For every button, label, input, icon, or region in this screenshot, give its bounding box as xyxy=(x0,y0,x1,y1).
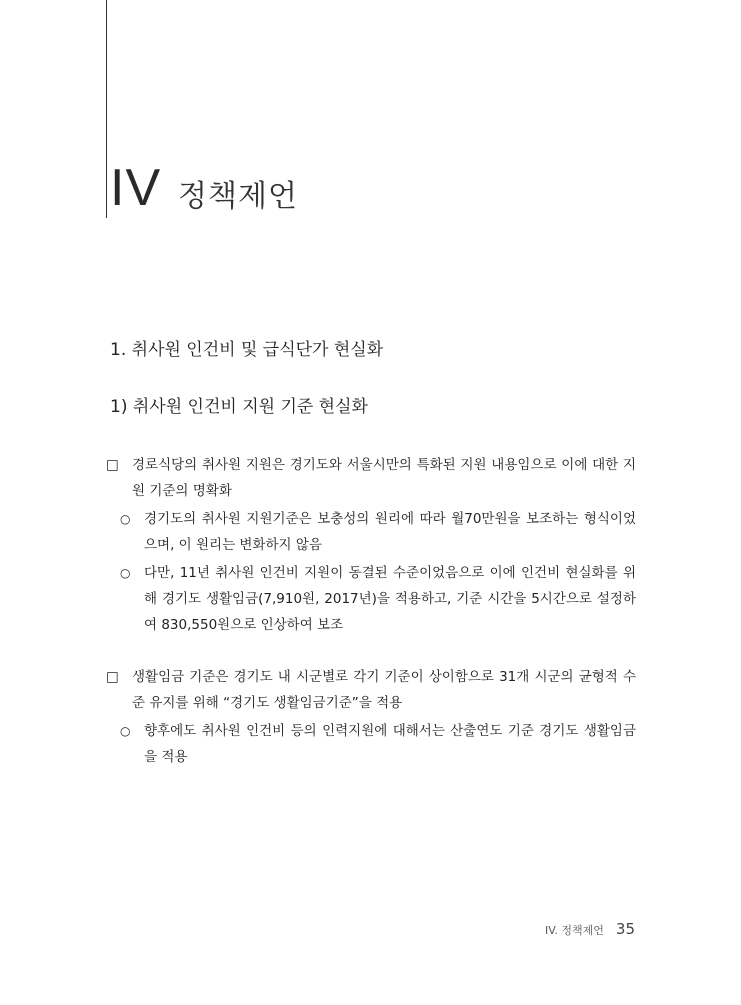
bullet-item xyxy=(106,664,636,716)
sub-bullet-text: 경기도의 취사원 지원기준은 보충성의 원리에 따라 월70만원을 보조하는 형식이었으며, 이 원리는 변화하지 않음 xyxy=(144,511,636,553)
circle-bullet-icon: ○ xyxy=(120,724,131,738)
bullet-text: 경로식당의 취사원 지원은 경기도와 서울시만의 특화된 지원 내용임으로 이에 대한 지원 기준의 명확화 xyxy=(132,457,636,499)
sub-bullet-item xyxy=(106,560,636,638)
running-title: IV. 정책제언 xyxy=(545,924,604,937)
sub-bullet-item xyxy=(106,718,636,770)
subsection-heading: 1) 취사원 인건비 지원 기준 현실화 xyxy=(110,397,368,417)
square-bullet-icon: □ xyxy=(106,669,119,685)
bullet-block-1 xyxy=(106,452,636,638)
bullet-item xyxy=(106,452,636,504)
circle-bullet-icon: ○ xyxy=(120,566,131,580)
bullet-block-2 xyxy=(106,664,636,770)
chapter-vertical-rule xyxy=(106,0,107,218)
chapter-title: 정책제언 xyxy=(178,179,298,214)
circle-bullet-icon: ○ xyxy=(120,512,131,526)
page-footer xyxy=(545,919,635,941)
chapter-number: IV xyxy=(110,159,162,217)
square-bullet-icon: □ xyxy=(106,457,119,473)
section-heading: 1. 취사원 인건비 및 급식단가 현실화 xyxy=(110,340,384,360)
page-number: 35 xyxy=(615,920,635,938)
sub-bullet-item xyxy=(106,506,636,558)
sub-bullet-text: 향후에도 취사원 인건비 등의 인력지원에 대해서는 산출연도 기준 경기도 생활임금을 적용 xyxy=(144,723,636,765)
sub-bullet-text: 다만, 11년 취사원 인건비 지원이 동결된 수준이었음으로 이에 인건비 현실화를 위해 경기도 생활임금(7,910원, 2017년)을 적용하고, 기준 시간을 5시간으로 설정하여 830,550원으로 인상하여 보조 xyxy=(144,565,636,633)
bullet-text: 생활임금 기준은 경기도 내 시군별로 각기 기준이 상이함으로 31개 시군의 균형적 수준 유지를 위해 “경기도 생활임금기준”을 적용 xyxy=(132,669,636,711)
